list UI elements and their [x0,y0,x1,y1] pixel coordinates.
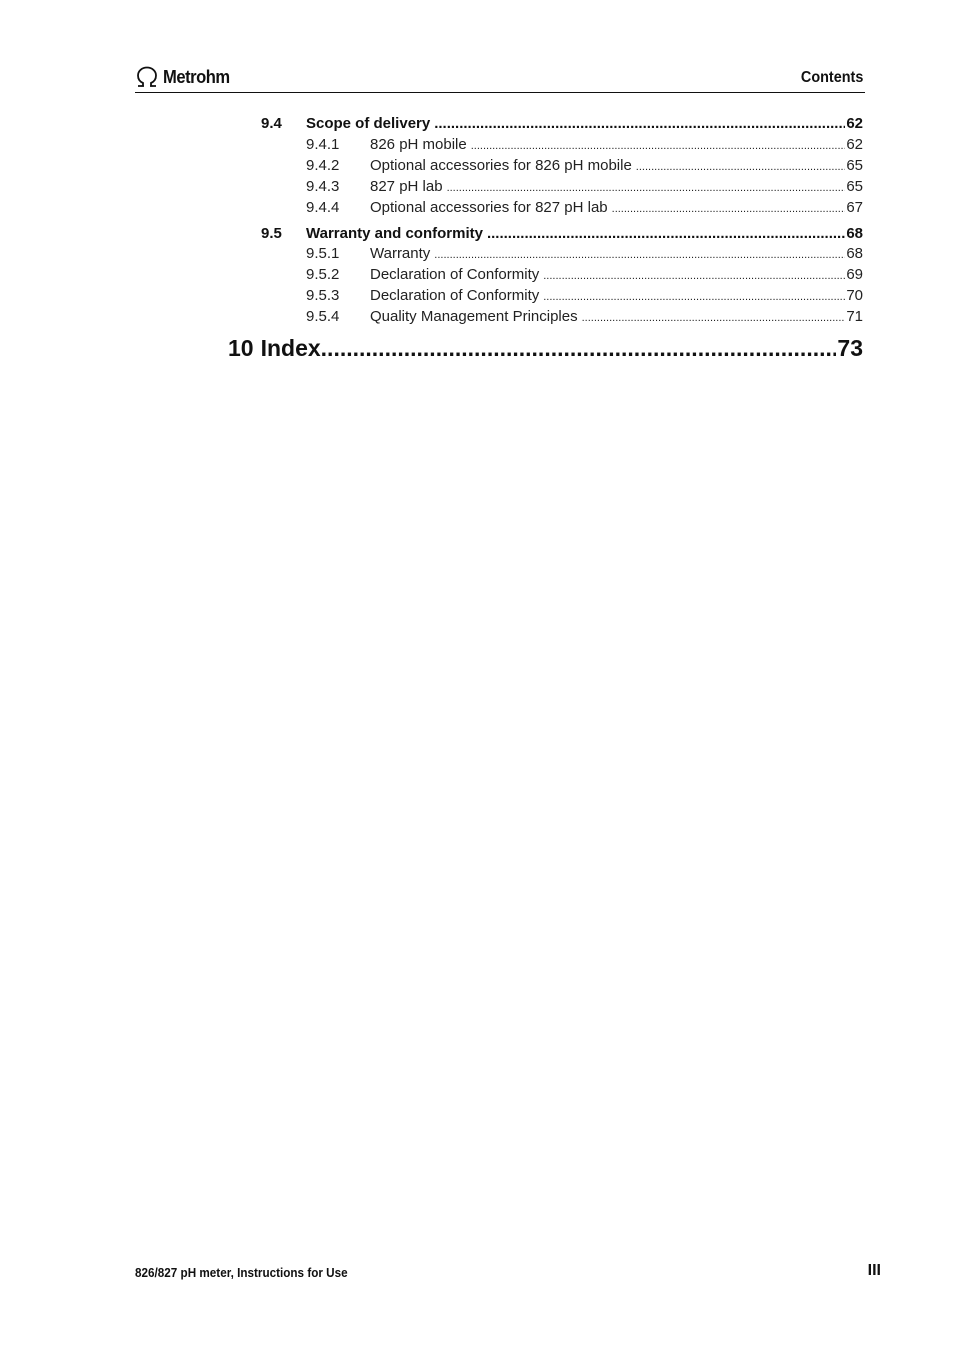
toc-subsection-row[interactable] [306,157,863,177]
toc-subsection-number: 9.5.2 [306,266,340,283]
toc-page-number: 65 [846,178,863,195]
toc-subsection-title: Optional accessories for 827 pH lab [370,199,608,216]
omega-icon [135,66,159,88]
footer-page-number: III [867,1262,881,1279]
toc-subsection-number: 9.4.2 [306,157,340,174]
footer-document-title: 826/827 pH meter, Instructions for Use [135,1265,348,1280]
toc-subsection-title: Warranty [370,245,431,262]
toc-subsection-number: 9.5.3 [306,287,340,304]
toc-leader-dots [321,335,837,362]
toc-leader-dots [434,249,845,261]
logo-text: Metrohm [163,66,230,87]
toc-section-number: 9.5 [261,225,282,242]
toc-section-row[interactable] [261,225,863,245]
toc-leader-dots [543,270,845,282]
toc-leader-dots [434,115,845,132]
toc-subsection-title: Declaration of Conformity [370,266,540,283]
toc-section-row[interactable] [261,115,863,135]
toc-page-number: 68 [846,225,863,242]
toc-subsection-row[interactable] [306,136,863,156]
toc-subsection-number: 9.4.4 [306,199,340,216]
toc-page-number: 69 [846,266,863,283]
toc-subsection-row[interactable] [306,199,863,219]
toc-leader-dots [471,140,846,152]
toc-section-title: Scope of delivery [306,115,431,132]
toc-page-number: 62 [846,136,863,153]
toc-section-title: Warranty and conformity [306,225,483,242]
toc-subsection-number: 9.5.4 [306,308,340,325]
toc-page-number: 73 [837,335,863,361]
toc-page-number: 68 [846,245,863,262]
toc-subsection-number: 9.5.1 [306,245,340,262]
toc-chapter-row[interactable] [228,335,863,365]
toc-page-number: 70 [846,287,863,304]
toc-subsection-row[interactable] [306,178,863,198]
toc-page-number: 62 [846,115,863,132]
toc-section-number: 9.4 [261,115,282,132]
toc-leader-dots [543,291,845,303]
toc-leader-dots [582,312,846,324]
toc-chapter-number: 10 [228,335,254,361]
toc-chapter-title: Index [260,335,321,361]
page-header [135,62,865,93]
toc-subsection-row[interactable] [306,287,863,307]
toc-subsection-title: Declaration of Conformity [370,287,540,304]
toc-subsection-title: 826 pH mobile [370,136,467,153]
toc-leader-dots [487,225,845,242]
toc-subsection-number: 9.4.1 [306,136,340,153]
logo [135,65,236,89]
toc-subsection-title: Quality Management Principles [370,308,578,325]
toc-page-number: 65 [846,157,863,174]
toc-subsection-row[interactable] [306,308,863,328]
toc-subsection-title: Optional accessories for 826 pH mobile [370,157,632,174]
toc-leader-dots [636,161,846,173]
toc-leader-dots [612,203,846,215]
toc-subsection-row[interactable] [306,266,863,286]
toc-subsection-row[interactable] [306,245,863,265]
toc-page-number: 71 [846,308,863,325]
toc-leader-dots [447,182,846,194]
header-title: Contents [800,69,863,86]
toc-subsection-title: 827 pH lab [370,178,443,195]
toc-subsection-number: 9.4.3 [306,178,340,195]
toc-page-number: 67 [846,199,863,216]
